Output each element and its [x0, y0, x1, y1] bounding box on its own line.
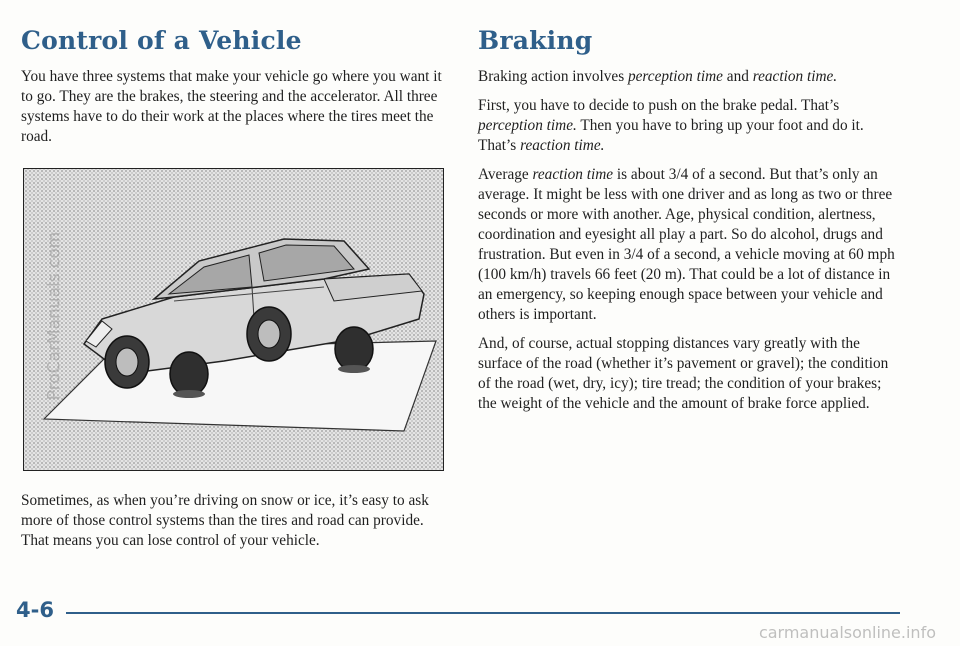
emphasis-perception-time: perception time. [478, 117, 577, 134]
front-right-wheel [170, 352, 208, 396]
emphasis-reaction-time: reaction time. [752, 68, 838, 85]
braking-heading: Braking [478, 26, 593, 55]
tire-contact-patch [173, 390, 205, 398]
braking-paragraph-3 [478, 165, 903, 325]
control-of-vehicle-heading: Control of a Vehicle [21, 26, 302, 55]
rear-left-hub [258, 320, 280, 348]
left-column [21, 26, 455, 156]
right-column [478, 26, 903, 423]
emphasis-reaction-time: reaction time. [520, 137, 605, 154]
front-left-hub [116, 348, 138, 376]
site-watermark: carmanualsonline.info [758, 623, 936, 642]
text-run: Braking action involves [478, 68, 628, 85]
braking-paragraph-1 [478, 67, 903, 87]
control-closing-block [21, 491, 455, 560]
page-number: 4-6 [16, 598, 54, 622]
text-run: is about 3/4 of a second. But that’s only an average. It might be less with one driver and as long as two or three seconds or more with another. Age, physical condition, alertness, coordination and eyesight all play a part. So do alcohol, drugs and frustration. But even in 3/4 of a second, a vehicle moving at 60 mph (100 km/h) travels 66 feet (20 m). That could be a lot of distance in an emergency, so keeping enough space between your vehicle and others is important. [478, 166, 895, 323]
control-intro-paragraph: You have three systems that make your vehicle go where you want it to go. They are the brakes, the steering and the accelerator. All three systems have to do their work at the places where the tires meet the road. [21, 68, 442, 145]
watermark-text: ProCarManuals.com [44, 231, 65, 401]
text-run: First, you have to decide to push on the brake pedal. That’s [478, 97, 840, 114]
rear-right-wheel [335, 327, 373, 371]
text-run: Then you have to bring up your foot and do it. That’s [478, 117, 864, 154]
footer-rule [66, 612, 900, 614]
vehicle-illustration [23, 168, 444, 471]
emphasis-perception-time: perception time [627, 68, 723, 85]
braking-paragraph-2 [478, 96, 903, 156]
car-on-road-drawing [24, 169, 443, 470]
text-run: and [722, 68, 753, 85]
control-closing-paragraph: Sometimes, as when you’re driving on snow or ice, it’s easy to ask more of those control systems than the tires and road can provide. That means you can lose control of your vehicle. [21, 492, 429, 549]
emphasis-reaction-time: reaction time [532, 166, 614, 183]
braking-paragraph-4: And, of course, actual stopping distances vary greatly with the surface of the road (whether it’s pavement or gravel); the condition of the road (wet, dry, icy); tire tread; the condition of your brakes; the weight of the vehicle and the amount of brake force applied. [478, 335, 889, 412]
tire-contact-patch [338, 365, 370, 373]
text-run: Average [478, 166, 533, 183]
